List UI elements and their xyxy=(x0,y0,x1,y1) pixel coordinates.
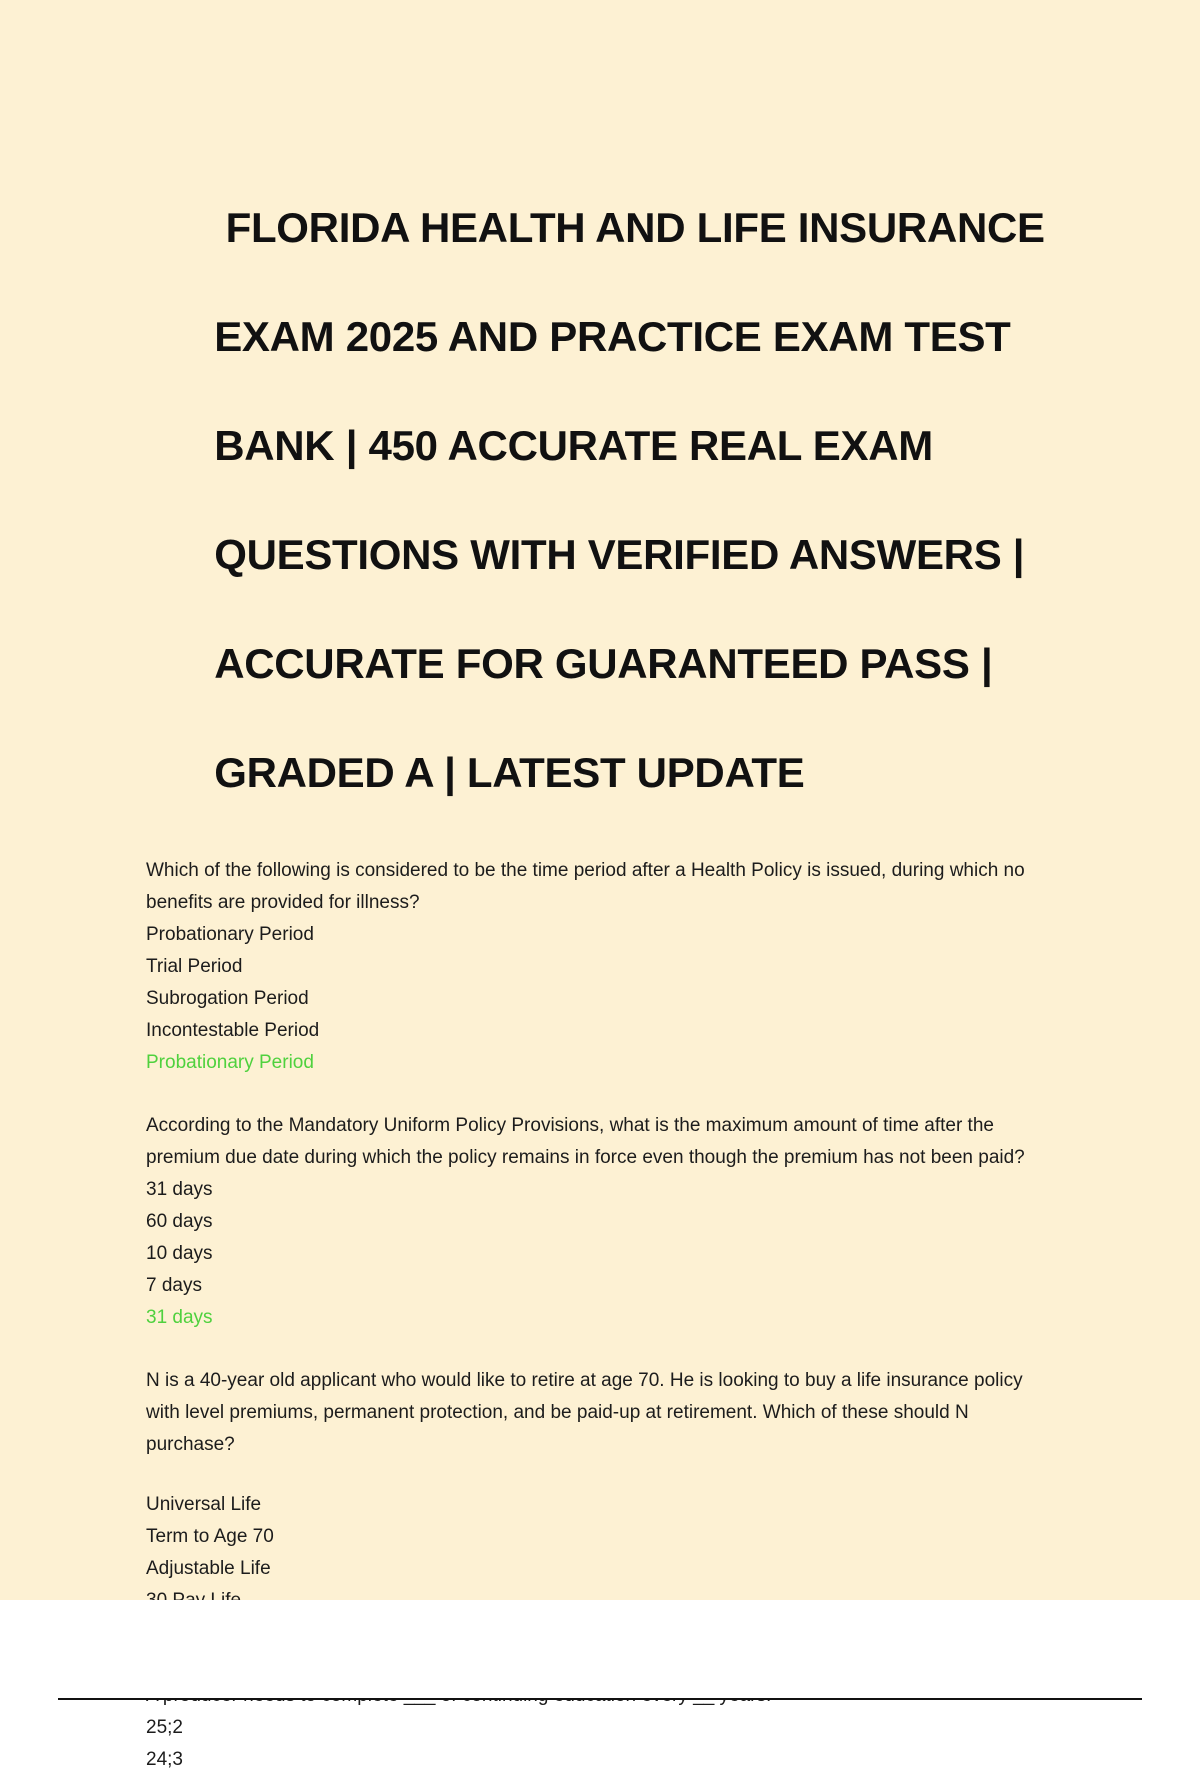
document-content xyxy=(146,146,1086,1776)
answer-option: Trial Period xyxy=(146,955,243,977)
title-line: BANK | 450 ACCURATE REAL EXAM xyxy=(214,421,933,469)
title-line: FLORIDA HEALTH AND LIFE INSURANCE xyxy=(214,203,1045,251)
page-footer-area xyxy=(0,1600,1200,1700)
answer-option: Term to Age 70 xyxy=(146,1525,274,1547)
spacer xyxy=(146,1334,1086,1365)
question-text-line: According to the Mandatory Uniform Policy Provisions, what is the maximum amount of time after the xyxy=(146,1114,994,1136)
question-text-line: Which of the following is considered to be the time period after a Health Policy is issued, during which no xyxy=(146,859,1025,881)
answer-option: 60 days xyxy=(146,1210,213,1232)
answer-option: Adjustable Life xyxy=(146,1557,271,1579)
answer-option: 31 days xyxy=(146,1178,213,1200)
answer-option: 25;2 xyxy=(146,1716,183,1738)
question-text-line: purchase? xyxy=(146,1433,235,1455)
question-text-line: benefits are provided for illness? xyxy=(146,891,420,913)
question-block xyxy=(146,855,1086,1079)
correct-answer: Probationary Period xyxy=(146,1051,314,1073)
question-block xyxy=(146,1110,1086,1334)
answer-option: 7 days xyxy=(146,1274,202,1296)
title-line: QUESTIONS WITH VERIFIED ANSWERS | xyxy=(214,530,1025,578)
question-text-line: N is a 40-year old applicant who would like to retire at age 70. He is looking to buy a life insurance policy xyxy=(146,1369,1023,1391)
answer-option: Incontestable Period xyxy=(146,1019,320,1041)
footer-divider xyxy=(58,1698,1142,1700)
answer-option: 24;3 xyxy=(146,1748,183,1770)
title-line: EXAM 2025 AND PRACTICE EXAM TEST xyxy=(214,312,1011,360)
answer-option: Universal Life xyxy=(146,1493,262,1515)
correct-answer: 31 days xyxy=(146,1306,213,1328)
answer-option: 10 days xyxy=(146,1242,213,1264)
document-title xyxy=(146,146,1086,855)
spacer xyxy=(146,1079,1086,1110)
title-line: GRADED A | LATEST UPDATE xyxy=(214,748,805,796)
question-text-line: premium due date during which the policy remains in force even though the premium has not been paid? xyxy=(146,1146,1025,1168)
answer-option: Subrogation Period xyxy=(146,987,309,1009)
answer-option: Probationary Period xyxy=(146,923,314,945)
question-text-line: with level premiums, permanent protection, and be paid-up at retirement. Which of these should N xyxy=(146,1401,969,1423)
title-line: ACCURATE FOR GUARANTEED PASS | xyxy=(214,639,993,687)
spacer xyxy=(146,1461,1086,1489)
